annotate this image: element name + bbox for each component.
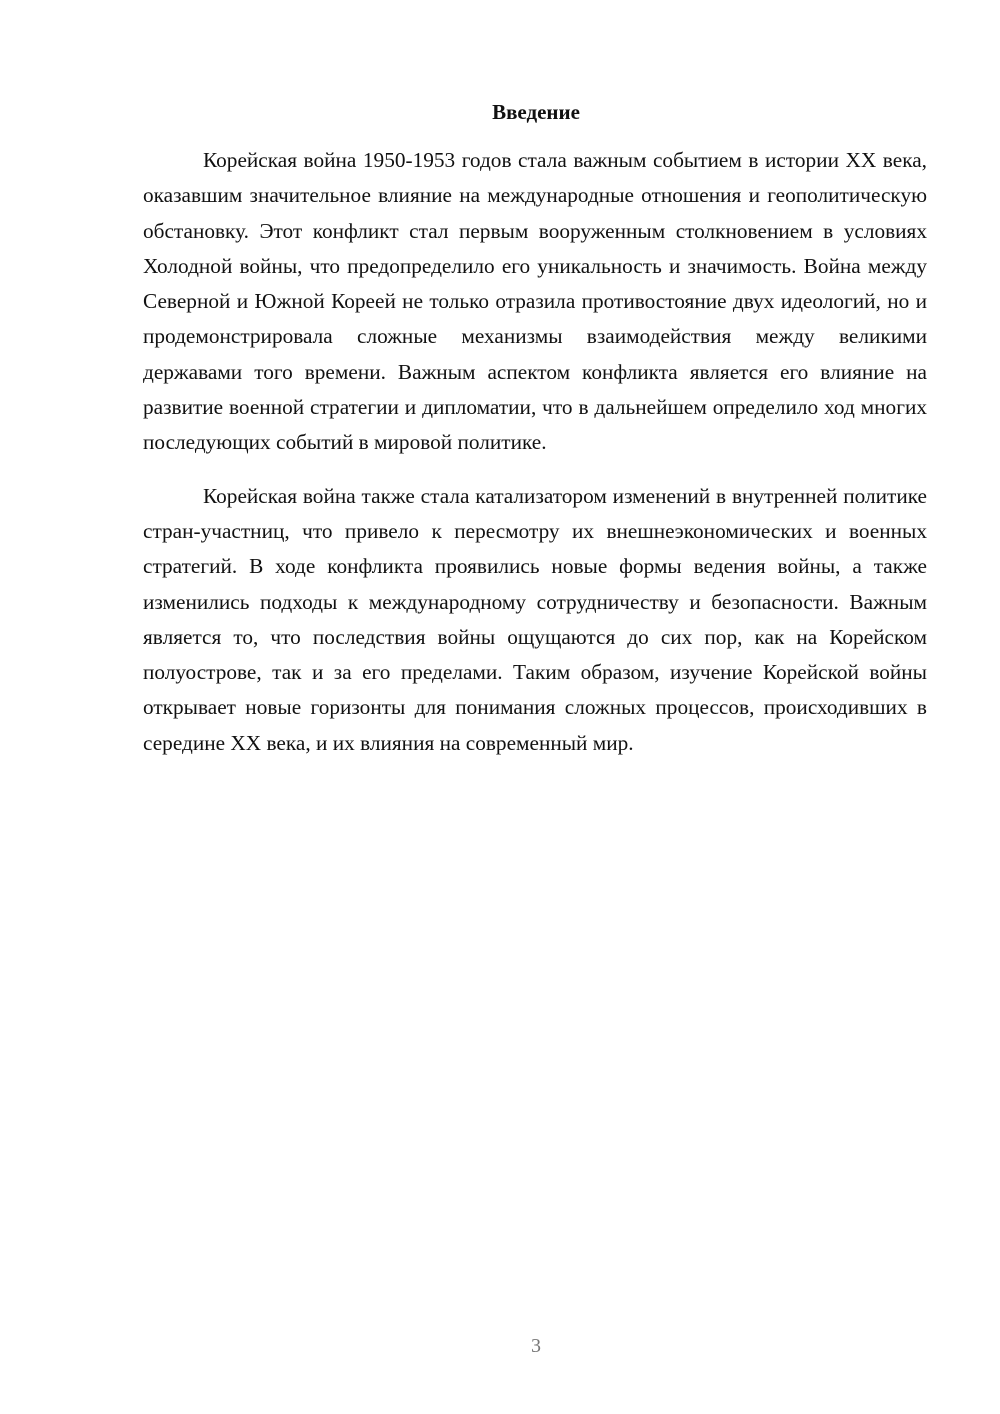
section-title: Введение [492, 100, 580, 124]
paragraph-1: Корейская война 1950-1953 годов стала важным событием в истории XX века, оказавшим значительное влияние на международные отношения и геополитическую обстановку. Этот конфликт стал первым вооруженным столкновением в условиях Холодной войны, что предопределило его уникальность и значимость. Война между Северной и Южной Кореей не только отразила противостояние двух идеологий, но и продемонстрировала сложные механизмы взаимодействия между великими державами того времени. Важным аспектом конфликта является его влияние на развитие военной стратегии и дипломатии, что в дальнейшем определило ход многих последующих событий в мировой политике. [143, 148, 927, 455]
paragraph-2: Корейская война также стала катализатором изменений в внутренней политике стран-участниц, что привело к пересмотру их внешнеэкономических и военных стратегий. В ходе конфликта проявились новые формы ведения войны, а также изменились подходы к международному сотрудничеству и безопасности. Важным является то, что последствия войны ощущаются до сих пор, как на Корейском полуострове, так и за его пределами. Таким образом, изучение Корейской войны открывает новые горизонты для понимания сложных процессов, происходивших в середине XX века, и их влияния на современный мир. [143, 483, 927, 755]
body-text [143, 143, 927, 761]
page-number: 3 [531, 1335, 541, 1357]
